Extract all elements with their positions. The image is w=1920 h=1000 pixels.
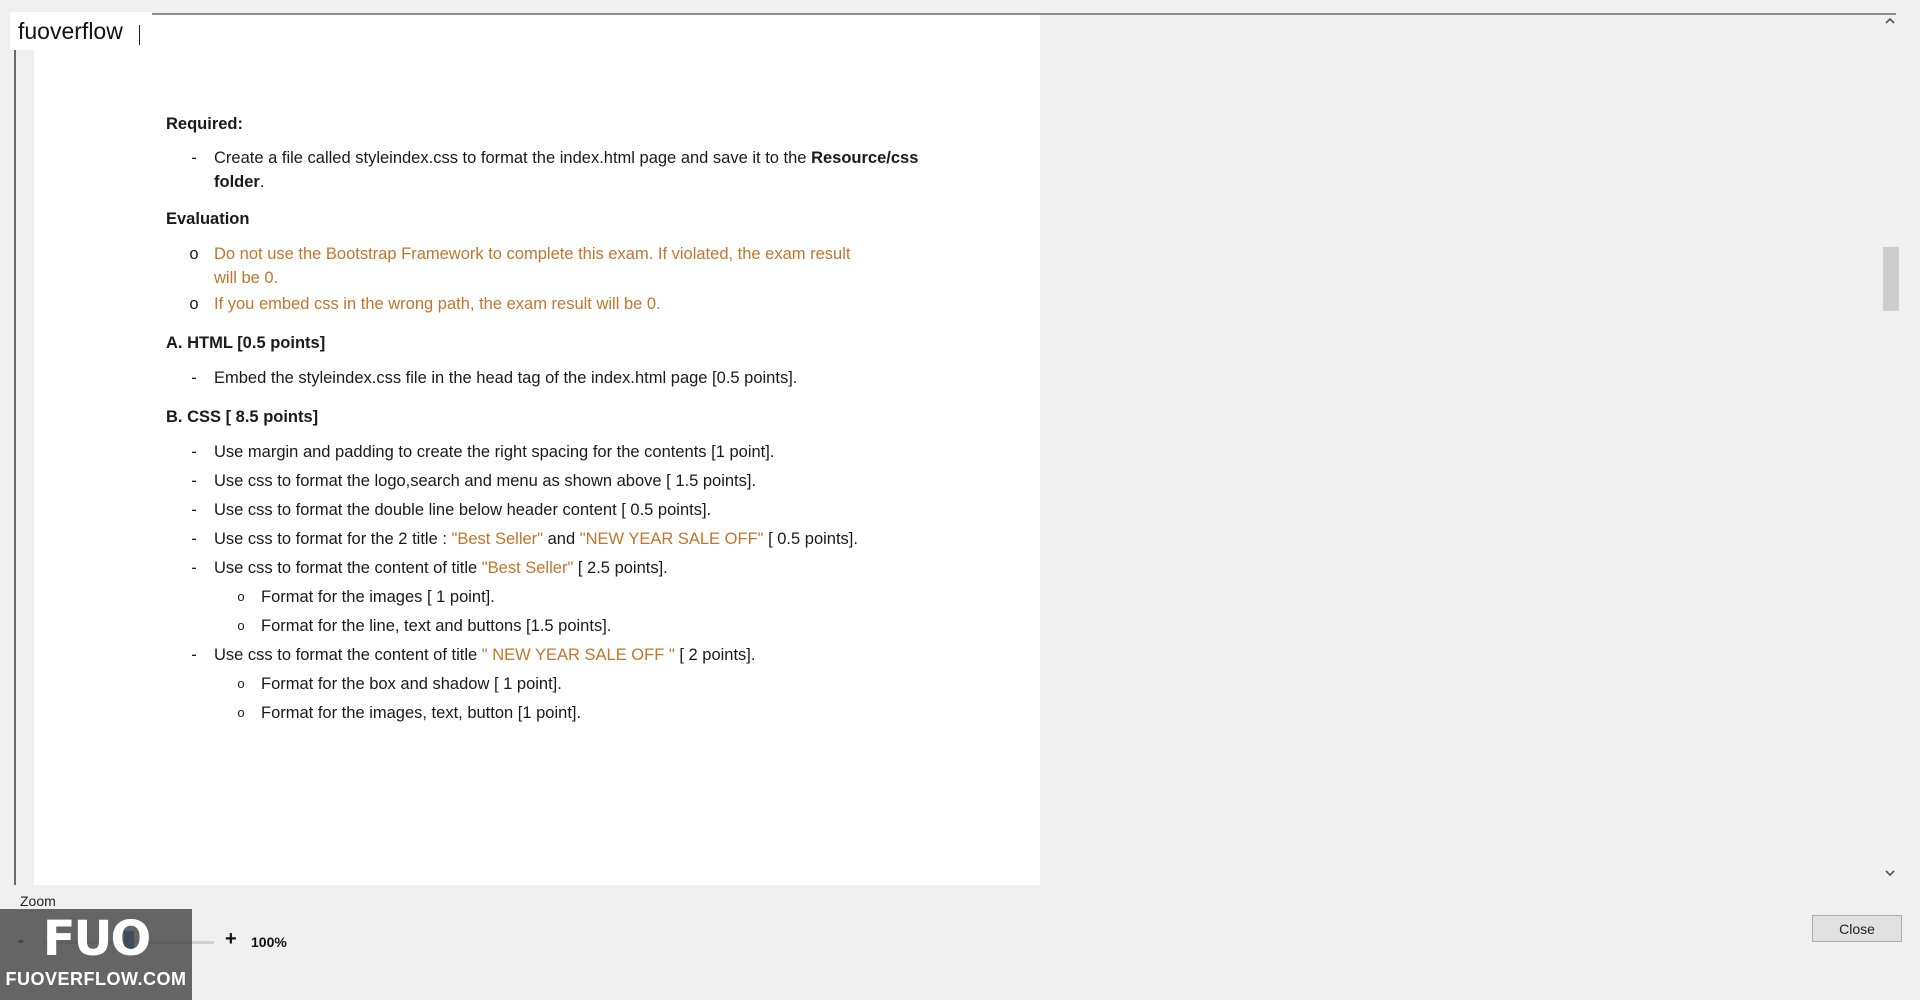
text-run: Use margin and padding to create the right spacing for the contents [1 point]. [214, 443, 775, 461]
document-viewer[interactable] [14, 15, 1884, 885]
bullet-marker: o [189, 245, 199, 263]
list-item [191, 525, 858, 553]
list-item [191, 641, 756, 669]
bullet-marker: o [237, 589, 245, 604]
text-run: folder [214, 173, 260, 191]
text-caret [139, 25, 140, 45]
text-run: [ 2 points]. [674, 646, 756, 664]
item-line [214, 240, 850, 268]
text-run: "Best Seller" [451, 530, 544, 548]
bullet-marker: - [191, 443, 197, 461]
bullet-marker: o [237, 705, 245, 720]
item-line [214, 467, 756, 495]
bullet-marker: - [191, 530, 197, 548]
item-line [214, 496, 711, 524]
item-line [214, 168, 918, 196]
item-line [261, 583, 495, 611]
watermark-logo: FUO [42, 911, 150, 967]
bullet-marker: o [237, 676, 245, 691]
list-item [237, 612, 612, 640]
text-run: Use css to format the logo,search and menu as shown above [ 1.5 points]. [214, 472, 757, 490]
text-run: and [543, 530, 580, 548]
text-run: Format for the line, text and buttons [1.5 points]. [261, 617, 612, 635]
item-line [214, 525, 858, 553]
item-line [214, 290, 661, 318]
chevron-up-icon [1884, 15, 1896, 27]
app-title [10, 12, 152, 50]
text-run: Format for the images, text, button [1 point]. [261, 704, 582, 722]
text-run: Use css to format for the 2 title : [214, 530, 452, 548]
bullet-marker: - [191, 149, 197, 167]
document-page [34, 15, 1040, 885]
text-run: [ 0.5 points]. [763, 530, 858, 548]
item-line [214, 364, 797, 392]
item-line [214, 438, 774, 466]
bullet-marker: - [191, 369, 197, 387]
text-run: Do not use the Bootstrap Framework to complete this exam. If violated, the exam result [214, 245, 851, 263]
section-heading-evaluation: Evaluation [166, 210, 250, 228]
scroll-down-button[interactable] [1882, 867, 1898, 883]
text-run: Resource/css [811, 149, 919, 167]
bullet-marker: - [191, 472, 197, 490]
vertical-scrollbar[interactable] [1882, 15, 1898, 885]
list-item [191, 554, 668, 582]
close-button[interactable]: Close [1812, 915, 1902, 942]
app-title-text: fuoverflow [18, 17, 123, 44]
section-heading-css: B. CSS [ 8.5 points] [166, 408, 319, 426]
zoom-label: Zoom [20, 893, 56, 909]
chevron-down-icon [1884, 867, 1896, 879]
text-run: "NEW YEAR SALE OFF" [579, 530, 764, 548]
list-item [189, 240, 851, 292]
text-run: Format for the images [ 1 point]. [261, 588, 495, 606]
list-item [237, 670, 562, 698]
list-item [191, 438, 775, 466]
bullet-marker: - [191, 559, 197, 577]
scroll-up-button[interactable] [1882, 15, 1898, 31]
zoom-in-button[interactable]: + [225, 928, 237, 950]
text-run: Create a file called styleindex.css to format the index.html page and save it to the [214, 149, 812, 167]
text-run: " NEW YEAR SALE OFF " [481, 646, 675, 664]
bullet-marker: o [237, 618, 245, 633]
list-item [191, 364, 798, 392]
list-item [189, 290, 661, 318]
bullet-marker: o [189, 295, 199, 313]
item-line [214, 554, 668, 582]
list-item [237, 699, 582, 727]
text-run: Format for the box and shadow [ 1 point]. [261, 675, 562, 693]
section-heading-html: A. HTML [0.5 points] [166, 334, 326, 352]
text-run: If you embed css in the wrong path, the exam result will be 0. [214, 295, 661, 313]
item-line [214, 641, 755, 669]
watermark-caption: FUOVERFLOW.COM [5, 969, 187, 989]
text-run: . [259, 173, 265, 191]
item-line [261, 612, 611, 640]
item-line [214, 144, 918, 172]
bullet-marker: - [191, 501, 197, 519]
scroll-thumb[interactable] [1883, 247, 1899, 311]
watermark [0, 909, 192, 1000]
item-line [261, 670, 562, 698]
item-line [261, 699, 581, 727]
text-run: will be 0. [214, 269, 279, 287]
text-run: Use css to format the content of title [214, 559, 482, 577]
list-item [237, 583, 495, 611]
text-run: Use css to format the content of title [214, 646, 482, 664]
list-item [191, 496, 712, 524]
section-heading-required: Required: [166, 115, 244, 133]
text-run: [ 2.5 points]. [573, 559, 668, 577]
list-item [191, 144, 919, 196]
text-run: "Best Seller" [481, 559, 574, 577]
list-item [191, 467, 757, 495]
zoom-value: 100% [251, 934, 287, 950]
bullet-marker: - [191, 646, 197, 664]
text-run: Use css to format the double line below header content [ 0.5 points]. [214, 501, 712, 519]
item-line [214, 264, 850, 292]
text-run: Embed the styleindex.css file in the head tag of the index.html page [0.5 points]. [214, 369, 798, 387]
